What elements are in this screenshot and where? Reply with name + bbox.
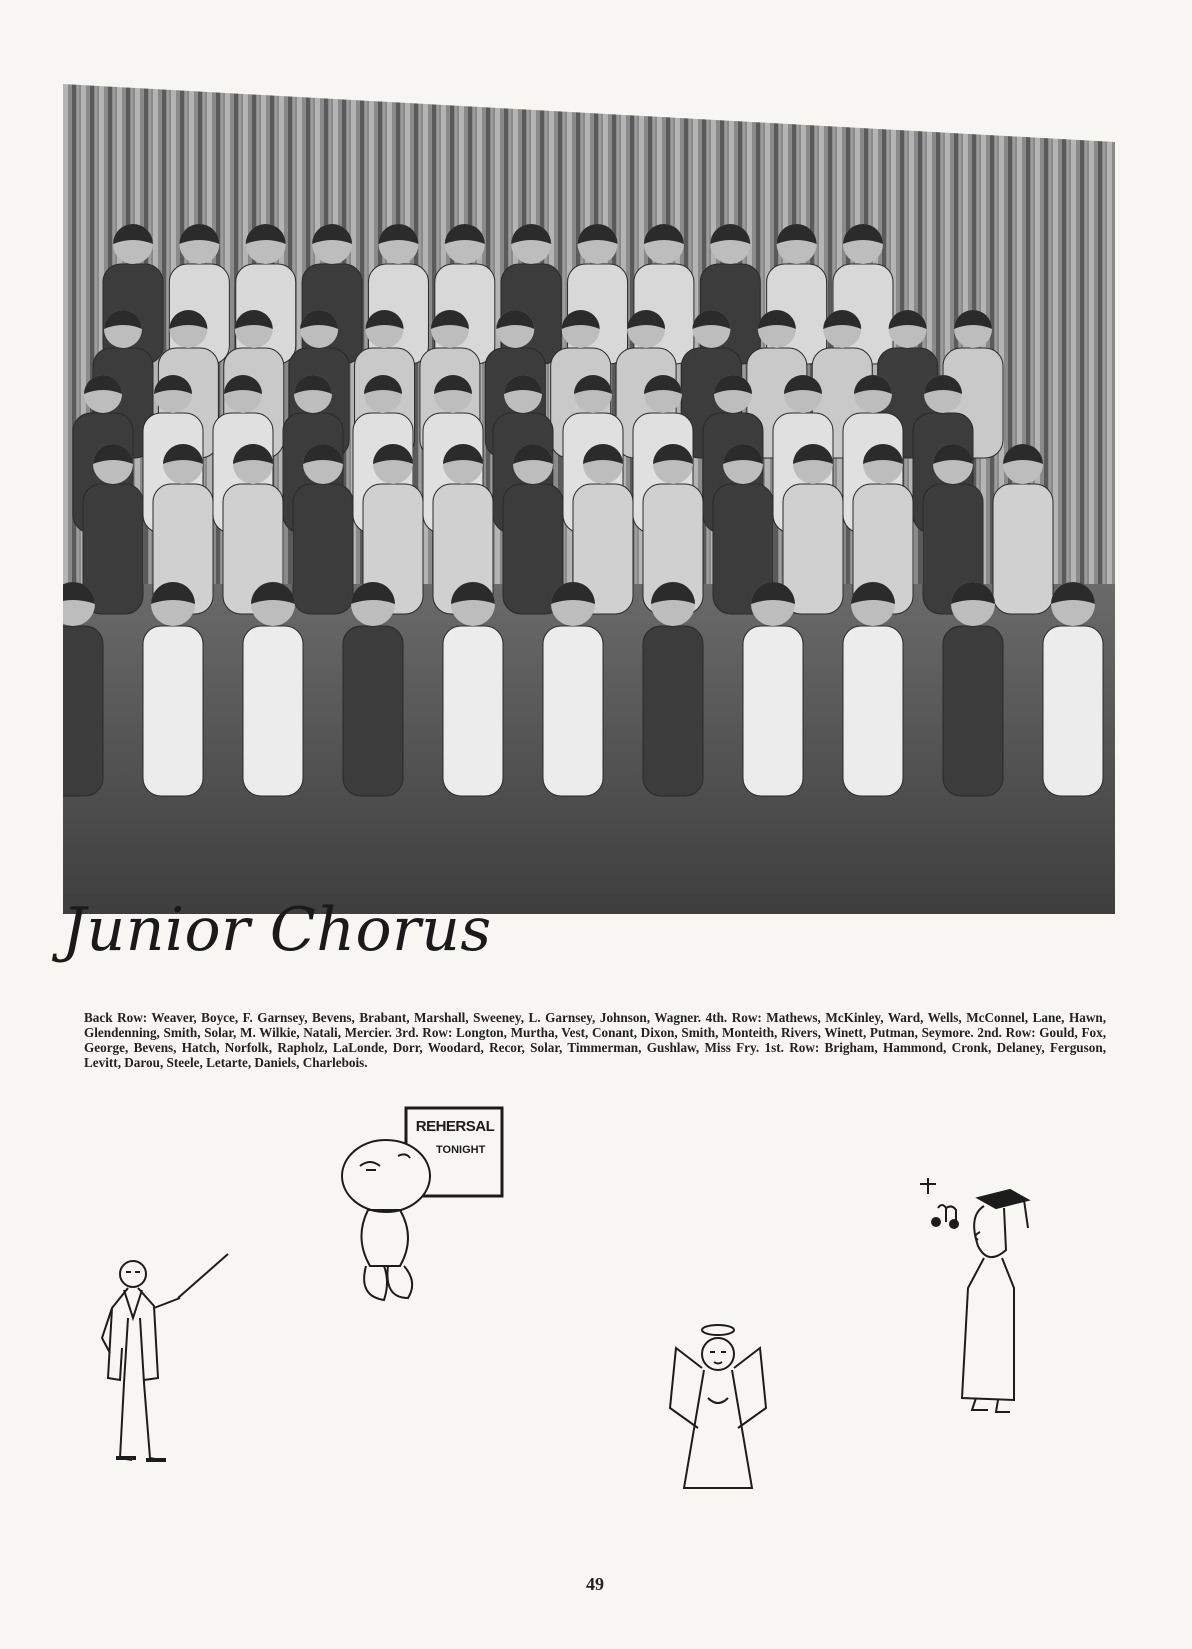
page-title: Junior Chorus bbox=[62, 895, 492, 965]
page-number: 49 bbox=[586, 1574, 604, 1594]
sign-title: REHERSAL bbox=[415, 1118, 495, 1135]
group-photo bbox=[63, 84, 1115, 914]
graduate-cartoon bbox=[918, 1178, 1038, 1418]
conductor-cartoon bbox=[98, 1248, 238, 1473]
sign-subtitle: TONIGHT bbox=[436, 1144, 486, 1156]
photo-caption: Back Row: Weaver, Boyce, F. Garnsey, Bevens, Brabant, Marshall, Sweeney, L. Garnsey, Johnson, Wagner. 4th. Row: Mathews, McKinley, Ward, Wells, McConnel, Lane, Hawn, Glendenning, Smith, Solar, M. Wilkie, Natali, Mercier. 3rd. Row: Longton, Murtha, Vest, Conant, Dixon, Smith, Monteith, Rivers, Winett, Putman, Seymore. 2nd. Row: Gould, Fox, George, Bevens, Hatch, Norfolk, Rapholz, LaLonde, Dorr, Woodard, Recor, Solar, Timmerman, Gushlaw, Miss Fry. 1st. Row: Brigham, Hammond, Cronk, Delaney, Ferguson, Levitt, Darou, Steele, Letarte, Daniels, Charlebois. bbox=[84, 1010, 1106, 1070]
angel-cartoon bbox=[668, 1318, 768, 1493]
rehearsal-cartoon bbox=[338, 1104, 508, 1344]
